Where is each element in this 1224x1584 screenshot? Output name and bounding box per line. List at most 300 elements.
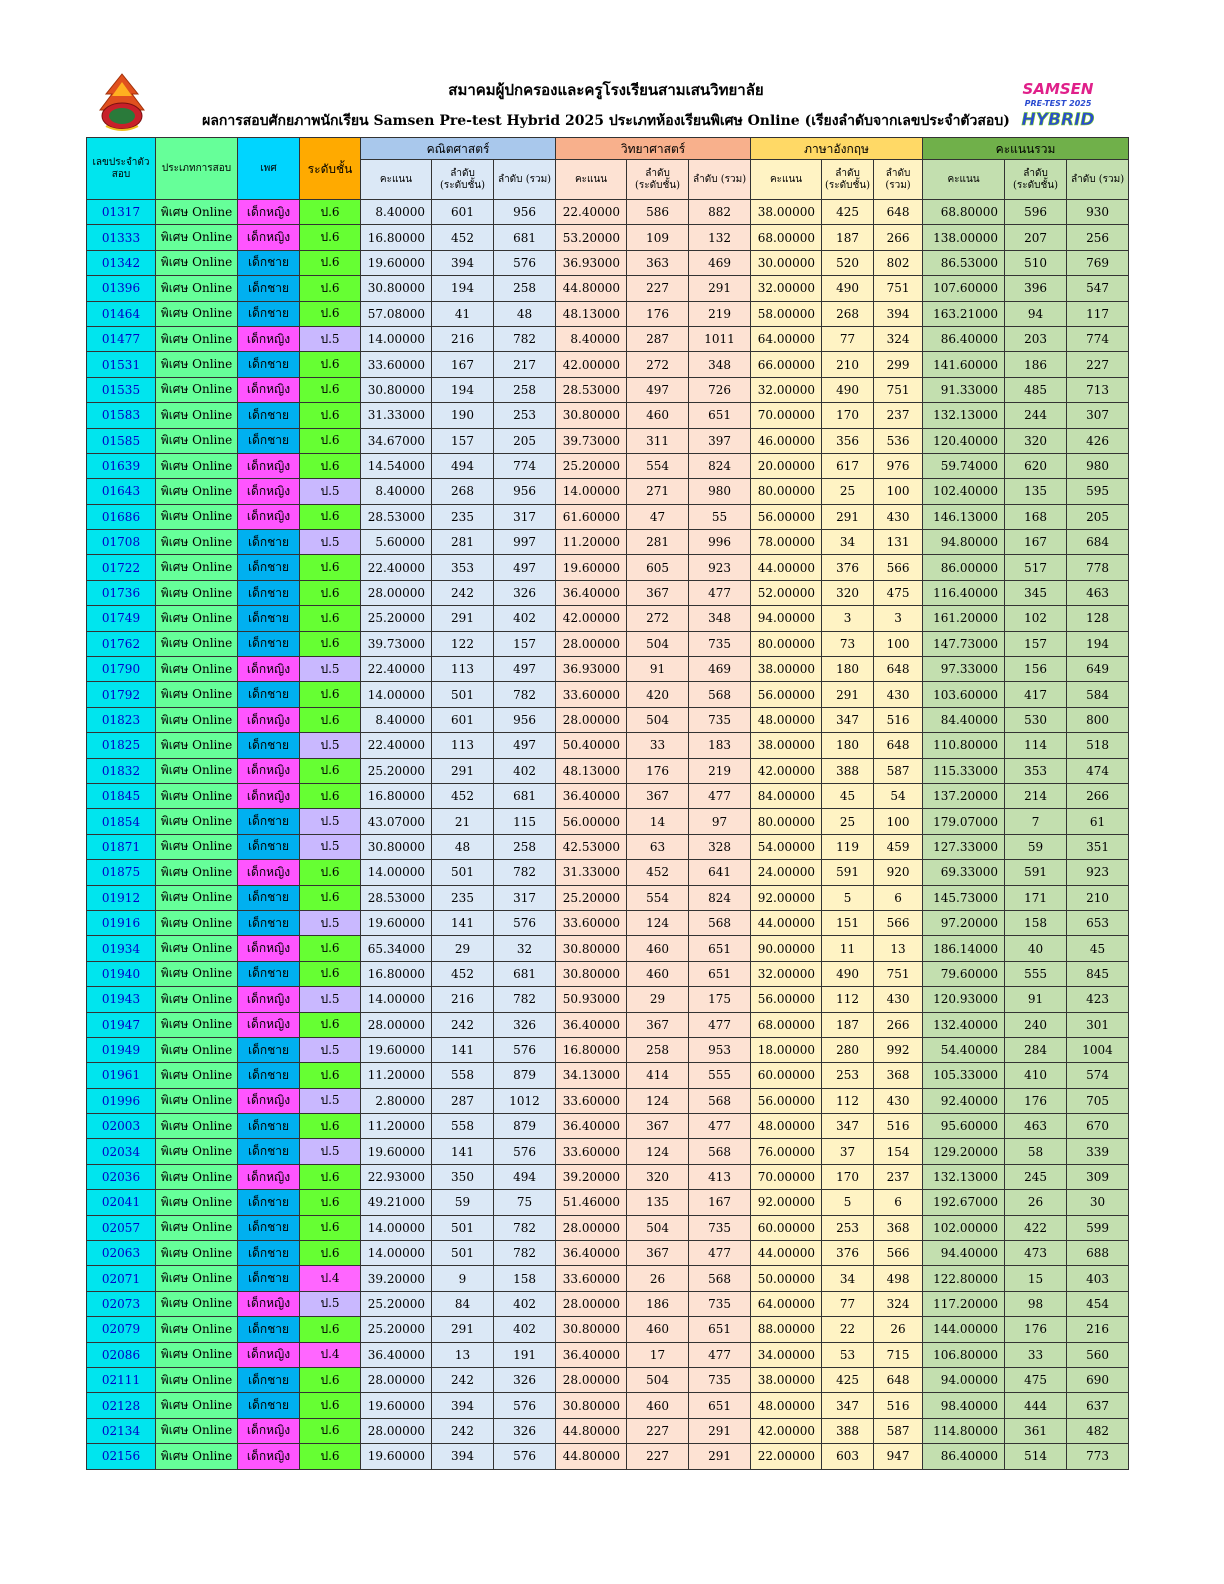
table-row bbox=[87, 555, 1129, 580]
cell-sex: เด็กชาย bbox=[238, 1241, 300, 1266]
cell-math-score: 31.33000 bbox=[361, 403, 432, 428]
cell-grade-level: ป.6 bbox=[300, 580, 361, 605]
cell-total-rank-level: 168 bbox=[1005, 504, 1067, 529]
cell-science-rank-all: 568 bbox=[689, 682, 751, 707]
cell-science-rank-level: 460 bbox=[627, 1317, 689, 1342]
cell-total-rank-all: 128 bbox=[1067, 606, 1129, 631]
cell-science-score: 39.73000 bbox=[556, 428, 627, 453]
cell-exam-type: พิเศษ Online bbox=[156, 225, 238, 250]
cell-science-score: 28.00000 bbox=[556, 1367, 627, 1392]
cell-total-score: 107.60000 bbox=[923, 276, 1005, 301]
cell-science-score: 19.60000 bbox=[556, 555, 627, 580]
cell-science-score: 30.80000 bbox=[556, 403, 627, 428]
table-row bbox=[87, 961, 1129, 986]
cell-english-score: 52.00000 bbox=[751, 580, 822, 605]
cell-exam-type: พิเศษ Online bbox=[156, 428, 238, 453]
cell-math-rank-level: 452 bbox=[432, 961, 494, 986]
cell-grade-level: ป.6 bbox=[300, 758, 361, 783]
cell-total-score: 110.80000 bbox=[923, 733, 1005, 758]
cell-sex: เด็กชาย bbox=[238, 1367, 300, 1392]
table-row bbox=[87, 1291, 1129, 1316]
cell-math-score: 28.00000 bbox=[361, 1418, 432, 1443]
cell-exam-id: 01643 bbox=[87, 479, 156, 504]
cell-exam-type: พิเศษ Online bbox=[156, 250, 238, 275]
cell-math-rank-all: 157 bbox=[494, 631, 556, 656]
cell-english-rank-level: 187 bbox=[822, 225, 874, 250]
cell-science-rank-level: 227 bbox=[627, 1418, 689, 1443]
cell-science-score: 16.80000 bbox=[556, 1037, 627, 1062]
cell-math-score: 39.20000 bbox=[361, 1266, 432, 1291]
cell-english-score: 56.00000 bbox=[751, 682, 822, 707]
cell-exam-type: พิเศษ Online bbox=[156, 783, 238, 808]
cell-science-rank-level: 135 bbox=[627, 1190, 689, 1215]
cell-total-rank-all: 463 bbox=[1067, 580, 1129, 605]
cell-total-rank-all: 339 bbox=[1067, 1139, 1129, 1164]
cell-math-rank-level: 59 bbox=[432, 1190, 494, 1215]
cell-english-score: 34.00000 bbox=[751, 1342, 822, 1367]
cell-total-score: 132.13000 bbox=[923, 1164, 1005, 1189]
cell-exam-type: พิเศษ Online bbox=[156, 809, 238, 834]
cell-english-rank-level: 347 bbox=[822, 707, 874, 732]
cell-grade-level: ป.6 bbox=[300, 403, 361, 428]
table-row bbox=[87, 1367, 1129, 1392]
cell-total-rank-level: 555 bbox=[1005, 961, 1067, 986]
cell-exam-id: 02071 bbox=[87, 1266, 156, 1291]
table-row bbox=[87, 631, 1129, 656]
cell-grade-level: ป.6 bbox=[300, 1317, 361, 1342]
subheader-total-rank-level: ลำดับ (ระดับชั้น) bbox=[1005, 160, 1067, 200]
cell-math-score: 19.60000 bbox=[361, 250, 432, 275]
cell-english-rank-all: 100 bbox=[874, 631, 923, 656]
cell-math-rank-level: 41 bbox=[432, 301, 494, 326]
cell-english-score: 78.00000 bbox=[751, 530, 822, 555]
cell-science-rank-all: 477 bbox=[689, 580, 751, 605]
cell-english-score: 76.00000 bbox=[751, 1139, 822, 1164]
cell-exam-id: 01792 bbox=[87, 682, 156, 707]
table-row bbox=[87, 987, 1129, 1012]
cell-math-score: 65.34000 bbox=[361, 936, 432, 961]
table-row bbox=[87, 225, 1129, 250]
cell-total-rank-level: 240 bbox=[1005, 1012, 1067, 1037]
cell-english-rank-all: 536 bbox=[874, 428, 923, 453]
cell-grade-level: ป.5 bbox=[300, 326, 361, 351]
cell-exam-id: 01722 bbox=[87, 555, 156, 580]
cell-exam-type: พิเศษ Online bbox=[156, 1367, 238, 1392]
col-header-science: วิทยาศาสตร์ bbox=[556, 138, 751, 160]
cell-math-rank-level: 281 bbox=[432, 530, 494, 555]
cell-english-score: 32.00000 bbox=[751, 377, 822, 402]
cell-grade-level: ป.6 bbox=[300, 1063, 361, 1088]
cell-grade-level: ป.6 bbox=[300, 1190, 361, 1215]
cell-total-score: 120.93000 bbox=[923, 987, 1005, 1012]
cell-total-rank-all: 637 bbox=[1067, 1393, 1129, 1418]
cell-english-rank-all: 648 bbox=[874, 657, 923, 682]
cell-science-rank-all: 882 bbox=[689, 200, 751, 225]
cell-exam-id: 01823 bbox=[87, 707, 156, 732]
cell-science-rank-level: 91 bbox=[627, 657, 689, 682]
cell-total-score: 79.60000 bbox=[923, 961, 1005, 986]
cell-math-rank-all: 32 bbox=[494, 936, 556, 961]
cell-english-rank-level: 320 bbox=[822, 580, 874, 605]
cell-science-score: 11.20000 bbox=[556, 530, 627, 555]
cell-english-score: 46.00000 bbox=[751, 428, 822, 453]
cell-science-rank-level: 460 bbox=[627, 403, 689, 428]
cell-science-score: 42.53000 bbox=[556, 834, 627, 859]
cell-english-rank-all: 237 bbox=[874, 403, 923, 428]
cell-english-rank-all: 154 bbox=[874, 1139, 923, 1164]
cell-total-rank-all: 595 bbox=[1067, 479, 1129, 504]
cell-math-score: 49.21000 bbox=[361, 1190, 432, 1215]
cell-science-score: 33.60000 bbox=[556, 1139, 627, 1164]
cell-english-score: 84.00000 bbox=[751, 783, 822, 808]
cell-science-rank-level: 367 bbox=[627, 580, 689, 605]
table-row bbox=[87, 758, 1129, 783]
cell-math-rank-level: 501 bbox=[432, 1215, 494, 1240]
cell-exam-type: พิเศษ Online bbox=[156, 479, 238, 504]
cell-science-rank-level: 29 bbox=[627, 987, 689, 1012]
cell-math-rank-level: 141 bbox=[432, 910, 494, 935]
cell-english-rank-level: 112 bbox=[822, 987, 874, 1012]
table-row bbox=[87, 453, 1129, 478]
cell-science-rank-all: 568 bbox=[689, 1266, 751, 1291]
cell-total-score: 161.20000 bbox=[923, 606, 1005, 631]
cell-english-rank-all: 976 bbox=[874, 453, 923, 478]
cell-math-score: 19.60000 bbox=[361, 910, 432, 935]
cell-math-rank-level: 268 bbox=[432, 479, 494, 504]
cell-science-rank-all: 291 bbox=[689, 1444, 751, 1469]
logo-text-samsen: SAMSEN bbox=[1022, 80, 1094, 98]
cell-exam-id: 01585 bbox=[87, 428, 156, 453]
cell-english-rank-all: 648 bbox=[874, 1367, 923, 1392]
cell-english-rank-level: 25 bbox=[822, 479, 874, 504]
cell-grade-level: ป.5 bbox=[300, 479, 361, 504]
cell-exam-id: 01790 bbox=[87, 657, 156, 682]
cell-science-rank-level: 186 bbox=[627, 1291, 689, 1316]
cell-exam-id: 01912 bbox=[87, 885, 156, 910]
cell-english-score: 42.00000 bbox=[751, 1418, 822, 1443]
cell-total-score: 98.40000 bbox=[923, 1393, 1005, 1418]
cell-math-rank-all: 75 bbox=[494, 1190, 556, 1215]
cell-total-score: 94.00000 bbox=[923, 1367, 1005, 1392]
cell-sex: เด็กหญิง bbox=[238, 326, 300, 351]
cell-math-rank-all: 576 bbox=[494, 910, 556, 935]
table-row bbox=[87, 1444, 1129, 1469]
cell-math-rank-all: 879 bbox=[494, 1114, 556, 1139]
col-header-grade-level: ระดับชั้น bbox=[300, 138, 361, 200]
cell-math-rank-level: 167 bbox=[432, 352, 494, 377]
cell-english-rank-all: 459 bbox=[874, 834, 923, 859]
cell-exam-id: 01949 bbox=[87, 1037, 156, 1062]
cell-science-score: 30.80000 bbox=[556, 1317, 627, 1342]
cell-exam-id: 01934 bbox=[87, 936, 156, 961]
cell-total-rank-level: 33 bbox=[1005, 1342, 1067, 1367]
cell-total-rank-level: 135 bbox=[1005, 479, 1067, 504]
cell-sex: เด็กชาย bbox=[238, 1266, 300, 1291]
cell-math-rank-level: 242 bbox=[432, 1418, 494, 1443]
cell-science-rank-all: 953 bbox=[689, 1037, 751, 1062]
cell-grade-level: ป.6 bbox=[300, 1164, 361, 1189]
cell-science-rank-all: 651 bbox=[689, 1317, 751, 1342]
cell-exam-type: พิเศษ Online bbox=[156, 707, 238, 732]
cell-english-rank-all: 54 bbox=[874, 783, 923, 808]
cell-english-score: 48.00000 bbox=[751, 1114, 822, 1139]
cell-science-rank-all: 735 bbox=[689, 1367, 751, 1392]
cell-total-rank-all: 774 bbox=[1067, 326, 1129, 351]
cell-total-score: 137.20000 bbox=[923, 783, 1005, 808]
cell-total-rank-level: 361 bbox=[1005, 1418, 1067, 1443]
cell-math-rank-all: 402 bbox=[494, 1291, 556, 1316]
table-row bbox=[87, 860, 1129, 885]
cell-total-rank-all: 653 bbox=[1067, 910, 1129, 935]
subheader-science-rank-all: ลำดับ (รวม) bbox=[689, 160, 751, 200]
cell-math-score: 36.40000 bbox=[361, 1342, 432, 1367]
cell-english-rank-all: 992 bbox=[874, 1037, 923, 1062]
cell-exam-id: 02134 bbox=[87, 1418, 156, 1443]
cell-total-rank-all: 256 bbox=[1067, 225, 1129, 250]
cell-english-score: 66.00000 bbox=[751, 352, 822, 377]
cell-math-score: 25.20000 bbox=[361, 606, 432, 631]
table-row bbox=[87, 1393, 1129, 1418]
cell-exam-id: 01854 bbox=[87, 809, 156, 834]
cell-math-rank-all: 576 bbox=[494, 1139, 556, 1164]
cell-english-rank-level: 53 bbox=[822, 1342, 874, 1367]
cell-science-score: 42.00000 bbox=[556, 352, 627, 377]
cell-math-rank-all: 158 bbox=[494, 1266, 556, 1291]
cell-english-rank-all: 566 bbox=[874, 910, 923, 935]
cell-total-score: 97.33000 bbox=[923, 657, 1005, 682]
exam-results-title: ผลการสอบศักยภาพนักเรียน Samsen Pre-test Hybrid 2025 ประเภทห้องเรียนพิเศษ Online (เรียงลำดับจากเลขประจำตัวสอบ) bbox=[202, 113, 1010, 129]
cell-total-score: 132.13000 bbox=[923, 403, 1005, 428]
logo-text-pretest: PRE-TEST 2025 bbox=[1024, 99, 1092, 108]
cell-english-rank-all: 3 bbox=[874, 606, 923, 631]
cell-total-rank-all: 930 bbox=[1067, 200, 1129, 225]
cell-english-rank-level: 180 bbox=[822, 733, 874, 758]
table-row bbox=[87, 1190, 1129, 1215]
cell-english-score: 42.00000 bbox=[751, 758, 822, 783]
cell-math-rank-all: 258 bbox=[494, 834, 556, 859]
cell-grade-level: ป.6 bbox=[300, 1418, 361, 1443]
cell-science-score: 42.00000 bbox=[556, 606, 627, 631]
cell-total-score: 117.20000 bbox=[923, 1291, 1005, 1316]
cell-total-rank-level: 510 bbox=[1005, 250, 1067, 275]
cell-grade-level: ป.5 bbox=[300, 910, 361, 935]
cell-exam-type: พิเศษ Online bbox=[156, 580, 238, 605]
cell-english-rank-level: 170 bbox=[822, 403, 874, 428]
cell-english-rank-level: 210 bbox=[822, 352, 874, 377]
cell-english-rank-level: 520 bbox=[822, 250, 874, 275]
cell-science-score: 61.60000 bbox=[556, 504, 627, 529]
cell-sex: เด็กชาย bbox=[238, 631, 300, 656]
cell-exam-id: 01875 bbox=[87, 860, 156, 885]
cell-science-rank-level: 554 bbox=[627, 453, 689, 478]
cell-english-score: 88.00000 bbox=[751, 1317, 822, 1342]
cell-english-rank-level: 22 bbox=[822, 1317, 874, 1342]
cell-math-score: 25.20000 bbox=[361, 758, 432, 783]
cell-science-score: 36.40000 bbox=[556, 1012, 627, 1037]
results-table bbox=[86, 137, 1129, 1470]
cell-exam-type: พิเศษ Online bbox=[156, 936, 238, 961]
cell-total-score: 103.60000 bbox=[923, 682, 1005, 707]
cell-science-rank-all: 291 bbox=[689, 1418, 751, 1443]
cell-total-score: 102.00000 bbox=[923, 1215, 1005, 1240]
cell-total-score: 145.73000 bbox=[923, 885, 1005, 910]
cell-math-rank-level: 141 bbox=[432, 1037, 494, 1062]
cell-english-score: 70.00000 bbox=[751, 403, 822, 428]
cell-science-score: 53.20000 bbox=[556, 225, 627, 250]
cell-math-score: 16.80000 bbox=[361, 783, 432, 808]
cell-total-score: 86.53000 bbox=[923, 250, 1005, 275]
cell-total-rank-all: 216 bbox=[1067, 1317, 1129, 1342]
cell-english-rank-all: 430 bbox=[874, 682, 923, 707]
cell-science-score: 33.60000 bbox=[556, 1266, 627, 1291]
cell-total-rank-all: 800 bbox=[1067, 707, 1129, 732]
cell-total-score: 163.21000 bbox=[923, 301, 1005, 326]
cell-total-score: 141.60000 bbox=[923, 352, 1005, 377]
cell-total-score: 132.40000 bbox=[923, 1012, 1005, 1037]
cell-math-rank-level: 291 bbox=[432, 758, 494, 783]
subheader-total-score: คะแนน bbox=[923, 160, 1005, 200]
cell-math-score: 19.60000 bbox=[361, 1393, 432, 1418]
cell-exam-id: 02111 bbox=[87, 1367, 156, 1392]
col-header-exam-id: เลขประจำตัว สอบ bbox=[87, 138, 156, 200]
cell-math-score: 14.00000 bbox=[361, 1215, 432, 1240]
table-row bbox=[87, 1088, 1129, 1113]
cell-math-rank-level: 350 bbox=[432, 1164, 494, 1189]
cell-math-rank-level: 558 bbox=[432, 1114, 494, 1139]
cell-math-rank-all: 576 bbox=[494, 1444, 556, 1469]
cell-math-rank-all: 317 bbox=[494, 885, 556, 910]
cell-math-rank-level: 194 bbox=[432, 276, 494, 301]
cell-total-rank-all: 584 bbox=[1067, 682, 1129, 707]
cell-total-score: 86.40000 bbox=[923, 326, 1005, 351]
table-row bbox=[87, 936, 1129, 961]
cell-total-rank-all: 351 bbox=[1067, 834, 1129, 859]
table-row bbox=[87, 377, 1129, 402]
cell-total-rank-level: 156 bbox=[1005, 657, 1067, 682]
cell-science-score: 44.80000 bbox=[556, 1444, 627, 1469]
cell-english-rank-level: 73 bbox=[822, 631, 874, 656]
cell-english-rank-level: 187 bbox=[822, 1012, 874, 1037]
cell-math-rank-all: 782 bbox=[494, 1215, 556, 1240]
cell-grade-level: ป.6 bbox=[300, 860, 361, 885]
cell-sex: เด็กชาย bbox=[238, 961, 300, 986]
cell-exam-type: พิเศษ Online bbox=[156, 1241, 238, 1266]
cell-total-rank-level: 620 bbox=[1005, 453, 1067, 478]
cell-total-rank-all: 423 bbox=[1067, 987, 1129, 1012]
cell-total-rank-level: 203 bbox=[1005, 326, 1067, 351]
table-row bbox=[87, 428, 1129, 453]
cell-sex: เด็กหญิง bbox=[238, 987, 300, 1012]
cell-english-rank-all: 13 bbox=[874, 936, 923, 961]
cell-english-rank-level: 268 bbox=[822, 301, 874, 326]
cell-math-rank-level: 242 bbox=[432, 580, 494, 605]
cell-science-score: 36.93000 bbox=[556, 657, 627, 682]
cell-english-score: 22.00000 bbox=[751, 1444, 822, 1469]
cell-math-rank-level: 29 bbox=[432, 936, 494, 961]
cell-math-rank-level: 13 bbox=[432, 1342, 494, 1367]
cell-math-rank-all: 576 bbox=[494, 250, 556, 275]
cell-math-rank-all: 217 bbox=[494, 352, 556, 377]
cell-math-rank-level: 501 bbox=[432, 682, 494, 707]
cell-english-rank-level: 490 bbox=[822, 377, 874, 402]
cell-science-rank-all: 996 bbox=[689, 530, 751, 555]
cell-science-rank-all: 555 bbox=[689, 1063, 751, 1088]
table-row bbox=[87, 580, 1129, 605]
cell-english-rank-level: 376 bbox=[822, 555, 874, 580]
cell-english-rank-all: 751 bbox=[874, 961, 923, 986]
cell-science-rank-all: 641 bbox=[689, 860, 751, 885]
cell-exam-id: 01947 bbox=[87, 1012, 156, 1037]
cell-math-rank-all: 782 bbox=[494, 1241, 556, 1266]
cell-grade-level: ป.6 bbox=[300, 225, 361, 250]
cell-english-rank-all: 237 bbox=[874, 1164, 923, 1189]
cell-math-score: 8.40000 bbox=[361, 479, 432, 504]
cell-science-rank-all: 291 bbox=[689, 276, 751, 301]
cell-grade-level: ป.5 bbox=[300, 1139, 361, 1164]
cell-english-rank-level: 490 bbox=[822, 276, 874, 301]
cell-science-rank-all: 328 bbox=[689, 834, 751, 859]
cell-science-rank-all: 824 bbox=[689, 885, 751, 910]
cell-science-rank-level: 17 bbox=[627, 1342, 689, 1367]
cell-math-rank-level: 48 bbox=[432, 834, 494, 859]
cell-sex: เด็กหญิง bbox=[238, 1291, 300, 1316]
cell-english-rank-all: 266 bbox=[874, 225, 923, 250]
cell-english-score: 48.00000 bbox=[751, 1393, 822, 1418]
cell-math-score: 28.00000 bbox=[361, 1012, 432, 1037]
cell-math-rank-level: 141 bbox=[432, 1139, 494, 1164]
cell-exam-id: 01396 bbox=[87, 276, 156, 301]
cell-science-rank-all: 477 bbox=[689, 783, 751, 808]
cell-grade-level: ป.6 bbox=[300, 453, 361, 478]
table-row bbox=[87, 1317, 1129, 1342]
cell-math-rank-level: 242 bbox=[432, 1367, 494, 1392]
cell-english-rank-level: 180 bbox=[822, 657, 874, 682]
cell-math-score: 39.73000 bbox=[361, 631, 432, 656]
cell-exam-type: พิเศษ Online bbox=[156, 1393, 238, 1418]
cell-total-score: 146.13000 bbox=[923, 504, 1005, 529]
cell-total-rank-all: 690 bbox=[1067, 1367, 1129, 1392]
cell-science-rank-level: 281 bbox=[627, 530, 689, 555]
cell-science-rank-level: 26 bbox=[627, 1266, 689, 1291]
cell-total-score: 94.40000 bbox=[923, 1241, 1005, 1266]
cell-science-score: 30.80000 bbox=[556, 1393, 627, 1418]
cell-total-rank-level: 59 bbox=[1005, 834, 1067, 859]
cell-science-rank-level: 504 bbox=[627, 1215, 689, 1240]
cell-english-rank-level: 151 bbox=[822, 910, 874, 935]
cell-total-score: 86.40000 bbox=[923, 1444, 1005, 1469]
cell-science-score: 36.40000 bbox=[556, 1114, 627, 1139]
cell-science-rank-level: 460 bbox=[627, 936, 689, 961]
cell-english-score: 80.00000 bbox=[751, 479, 822, 504]
cell-sex: เด็กหญิง bbox=[238, 504, 300, 529]
table-row bbox=[87, 910, 1129, 935]
cell-math-rank-all: 115 bbox=[494, 809, 556, 834]
cell-science-score: 33.60000 bbox=[556, 1088, 627, 1113]
cell-sex: เด็กชาย bbox=[238, 1317, 300, 1342]
cell-science-rank-level: 124 bbox=[627, 1139, 689, 1164]
cell-science-rank-level: 311 bbox=[627, 428, 689, 453]
cell-math-rank-level: 113 bbox=[432, 657, 494, 682]
cell-math-score: 19.60000 bbox=[361, 1139, 432, 1164]
cell-english-score: 68.00000 bbox=[751, 225, 822, 250]
table-row bbox=[87, 352, 1129, 377]
cell-total-rank-level: 244 bbox=[1005, 403, 1067, 428]
samsen-pretest-hybrid-logo bbox=[1021, 78, 1095, 130]
cell-grade-level: ป.5 bbox=[300, 657, 361, 682]
cell-english-rank-all: 516 bbox=[874, 1114, 923, 1139]
table-row bbox=[87, 530, 1129, 555]
cell-science-rank-level: 367 bbox=[627, 1241, 689, 1266]
